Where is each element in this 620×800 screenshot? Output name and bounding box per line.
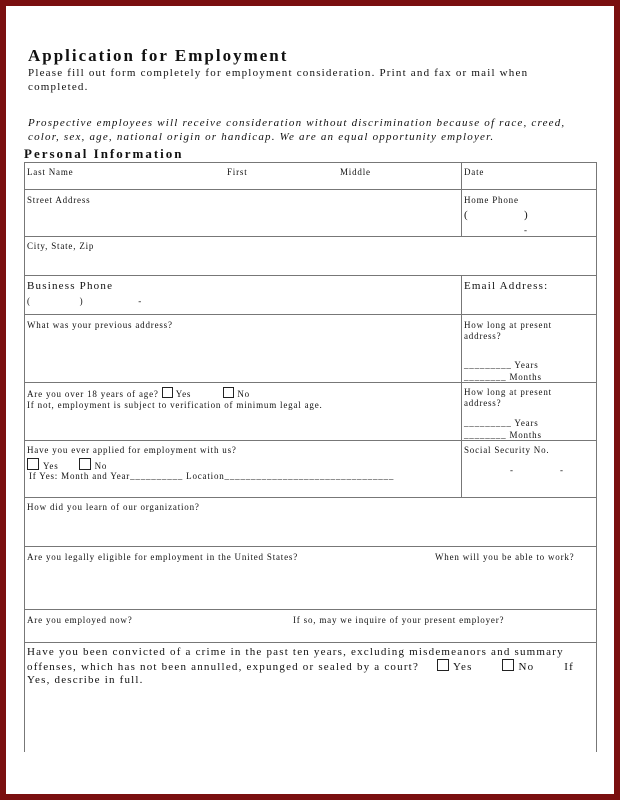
- home-phone-dash: -: [524, 225, 528, 235]
- over-18-yes-checkbox[interactable]: [162, 387, 173, 398]
- applied-before-label: Have you ever applied for employment with us?: [27, 445, 237, 455]
- over-18-no-label: No: [237, 389, 250, 399]
- city-state-zip-label: City, State, Zip: [27, 241, 95, 251]
- previous-address-field[interactable]: [24, 314, 462, 383]
- applied-detail-line[interactable]: If Yes: Month and Year__________ Location________________________________: [29, 471, 395, 481]
- email-label: Email Address:: [464, 280, 549, 292]
- last-name-label: Last Name: [27, 167, 74, 177]
- inquire-employer-label: If so, may we inquire of your present employer?: [293, 615, 505, 625]
- city-state-zip-field[interactable]: [24, 236, 597, 276]
- form-title: Application for Employment: [28, 46, 289, 65]
- date-field[interactable]: [461, 162, 597, 190]
- over-18-note: If not, employment is subject to verification of minimum legal age.: [27, 400, 323, 410]
- home-phone-paren-open: (: [464, 209, 469, 221]
- applied-yes-label: Yes: [43, 461, 59, 471]
- conviction-question-line-2: [27, 659, 574, 674]
- name-field[interactable]: [24, 162, 462, 190]
- applied-no-label: No: [94, 461, 108, 471]
- months-blank: ________ Months: [464, 372, 542, 382]
- over-18-no-checkbox[interactable]: [223, 387, 234, 398]
- conviction-no-checkbox[interactable]: [502, 659, 514, 671]
- home-phone-field[interactable]: [461, 189, 597, 237]
- first-name-label: First: [227, 167, 248, 177]
- how-learned-field[interactable]: [24, 497, 597, 547]
- ssn-field[interactable]: [461, 440, 597, 498]
- over-18-yes-label: Yes: [175, 389, 192, 399]
- form-intro: Please fill out form completely for employment consideration. Print and fax or mail when completed.: [28, 67, 529, 93]
- email-field[interactable]: [461, 275, 597, 315]
- employed-now-label: Are you employed now?: [27, 615, 133, 625]
- time-at-address-field-2[interactable]: [461, 382, 597, 441]
- ssn-dash-2: -: [560, 465, 564, 475]
- conviction-yes-label: Yes: [452, 661, 473, 673]
- conviction-question-text: offenses, which has not been annulled, expunged or sealed by a court?: [27, 661, 420, 673]
- equal-opportunity-notice: Prospective employees will receive consideration without discrimination because of race, creed, color, sex, age, national origin or handicap. We are an equal opportunity employer.: [28, 117, 566, 143]
- applied-yes-checkbox[interactable]: [27, 458, 39, 470]
- home-phone-paren-close: ): [524, 209, 529, 221]
- over-18-question: [27, 387, 250, 400]
- eligibility-label: Are you legally eligible for employment in the United States?: [27, 552, 298, 562]
- conviction-question-line-3: Yes, describe in full.: [27, 674, 144, 686]
- conviction-field[interactable]: [24, 642, 597, 752]
- years-blank-2: _________ Years: [464, 418, 539, 428]
- business-phone-label: Business Phone: [27, 280, 114, 292]
- when-work-label: When will you be able to work?: [435, 552, 575, 562]
- conviction-if-label: If: [564, 661, 574, 673]
- applied-before-field: [24, 440, 462, 498]
- home-phone-label: Home Phone: [464, 195, 519, 205]
- employment-status-field[interactable]: [24, 609, 597, 643]
- how-long-label-2: How long at present address?: [464, 387, 552, 408]
- applied-before-options: [27, 458, 107, 472]
- section-personal-information: Personal Information: [24, 146, 184, 161]
- conviction-question-line-1: Have you been convicted of a crime in the past ten years, excluding misdemeanors and summary: [27, 646, 564, 658]
- conviction-yes-checkbox[interactable]: [437, 659, 449, 671]
- middle-name-label: Middle: [340, 167, 371, 177]
- age-question-field: [24, 382, 462, 441]
- conviction-no-label: No: [518, 661, 535, 673]
- how-learned-label: How did you learn of our organization?: [27, 502, 200, 512]
- eligibility-field[interactable]: [24, 546, 597, 610]
- street-address-field[interactable]: [24, 189, 462, 237]
- street-address-label: Street Address: [27, 195, 91, 205]
- business-phone-field[interactable]: [24, 275, 462, 315]
- months-blank-2: ________ Months: [464, 430, 542, 440]
- date-label: Date: [464, 167, 485, 177]
- time-at-address-field[interactable]: [461, 314, 597, 383]
- ssn-label: Social Security No.: [464, 445, 550, 455]
- previous-address-label: What was your previous address?: [27, 320, 173, 330]
- business-phone-mask: ( ) -: [27, 296, 143, 306]
- how-long-label: How long at present address?: [464, 320, 552, 341]
- years-blank: _________ Years: [464, 360, 539, 370]
- ssn-dash-1: -: [510, 465, 514, 475]
- over-18-label: Are you over 18 years of age?: [27, 389, 159, 399]
- applied-no-checkbox[interactable]: [79, 458, 91, 470]
